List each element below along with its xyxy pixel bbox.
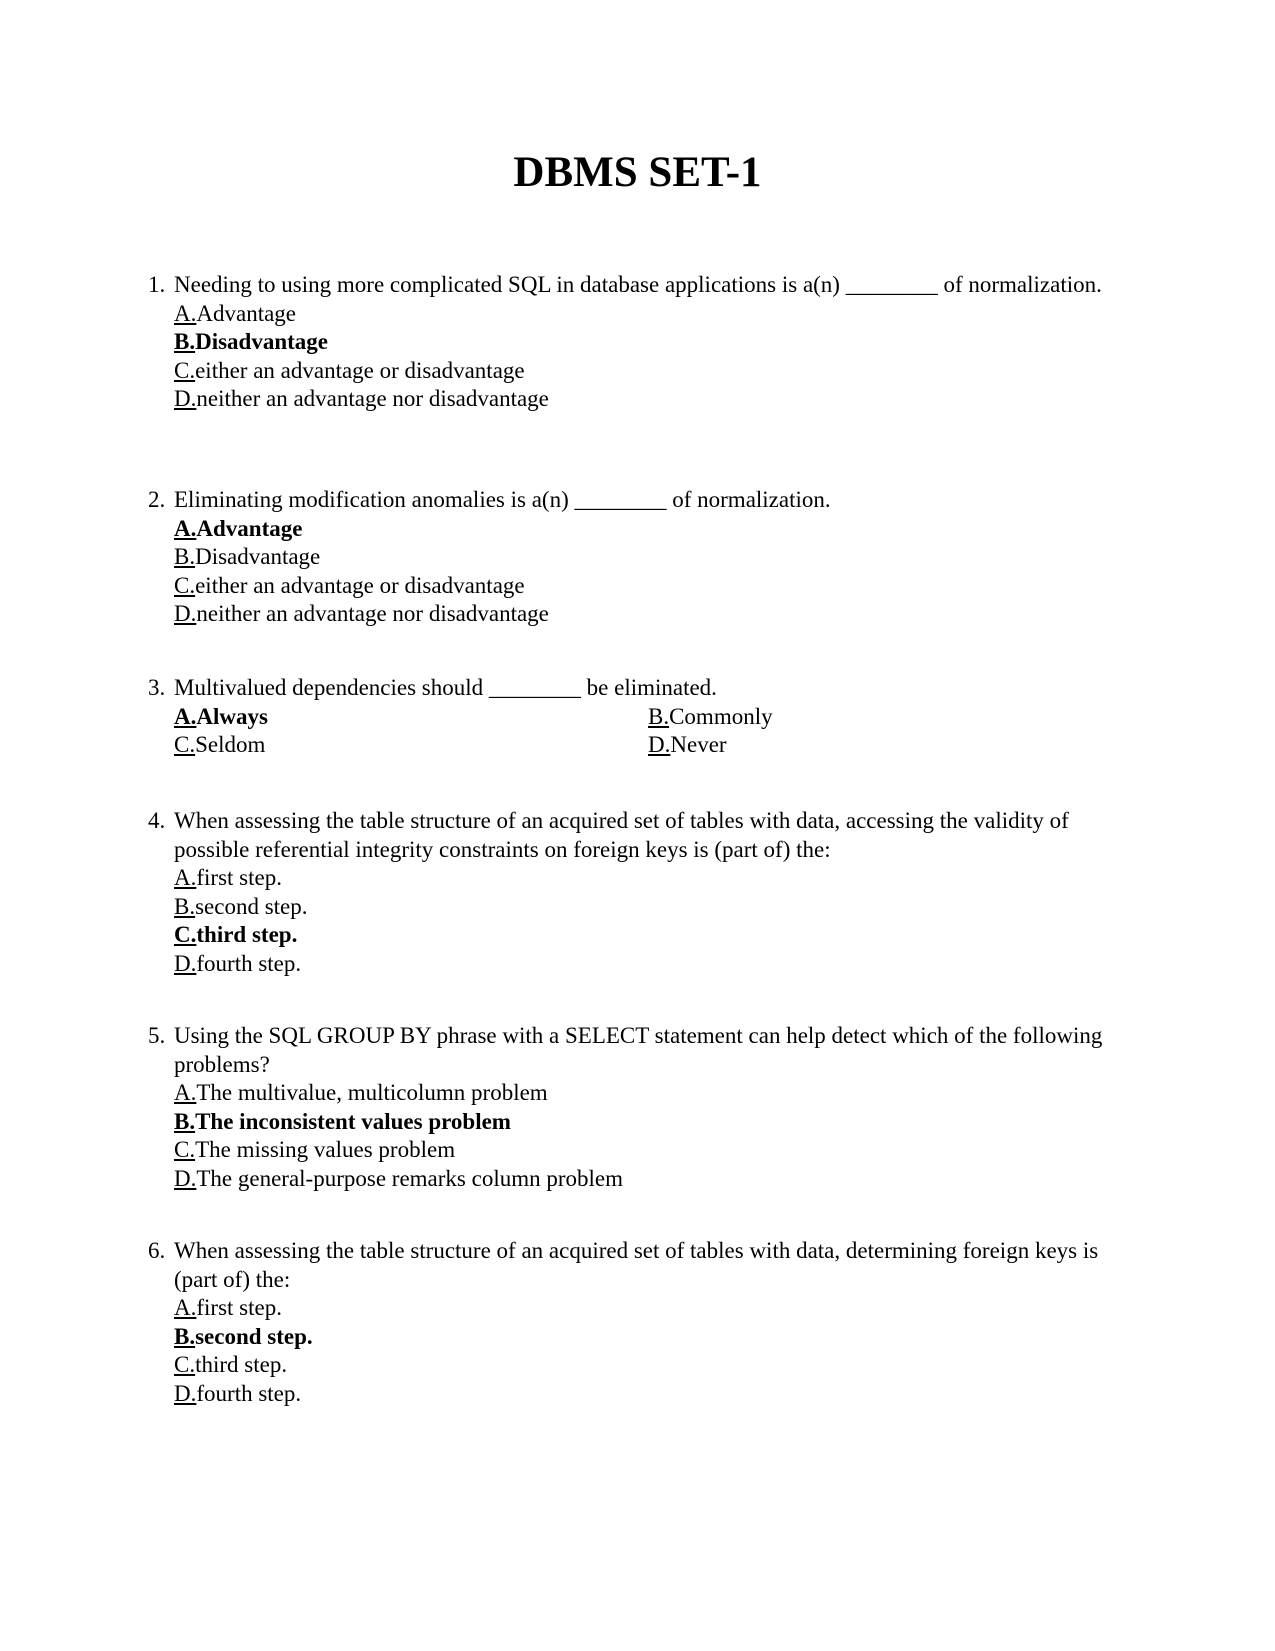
- option-letter: B.: [648, 703, 670, 729]
- option-letter: D.: [174, 601, 197, 626]
- question-text: Eliminating modification anomalies is a(n) ________ of normalization.: [174, 487, 831, 512]
- option-d: [174, 1380, 1275, 1409]
- option-letter: C.: [174, 357, 196, 383]
- option-text: The missing values problem: [195, 1137, 456, 1162]
- option-grid: [174, 703, 1275, 760]
- option-b-correct: [174, 1323, 1275, 1352]
- option-letter: A.: [174, 300, 197, 326]
- option-letter: B.: [174, 329, 196, 354]
- option-text: second step.: [195, 1323, 313, 1349]
- option-text: Advantage: [196, 300, 297, 326]
- question-number: 6.: [148, 1238, 166, 1263]
- option-text: either an advantage or disadvantage: [195, 357, 525, 383]
- option-letter: D.: [174, 386, 197, 411]
- option-b-correct: [174, 1108, 1275, 1137]
- option-letter: D.: [174, 1165, 197, 1191]
- option-text: third step.: [195, 1352, 288, 1377]
- question-6: [0, 1237, 1275, 1408]
- option-letter: B.: [174, 544, 196, 569]
- question-1: [0, 271, 1275, 414]
- question-text: When assessing the table structure of an acquired set of tables with data, determining foreign keys is (part of) the:: [174, 1238, 1099, 1292]
- option-text: Commonly: [669, 703, 773, 729]
- option-letter: A.: [174, 1295, 197, 1320]
- option-letter: C.: [174, 732, 196, 757]
- option-text: Disadvantage: [195, 544, 321, 569]
- option-letter: D.: [174, 1380, 197, 1406]
- question-text: When assessing the table structure of an acquired set of tables with data, accessing the validity of possible referential integrity constraints on foreign keys is (part of) the:: [174, 808, 1069, 862]
- question-4: [0, 807, 1275, 978]
- option-text: Seldom: [195, 732, 266, 757]
- question-2: [0, 486, 1275, 629]
- option-a: [174, 864, 1275, 893]
- question-text: Needing to using more complicated SQL in database applications is a(n) ________ of normalization.: [174, 272, 1102, 297]
- question-text: Using the SQL GROUP BY phrase with a SELECT statement can help detect which of the following problems?: [174, 1023, 1103, 1077]
- option-a-correct: [174, 703, 648, 732]
- option-b-correct: [174, 328, 1275, 357]
- option-text: second step.: [195, 893, 308, 919]
- option-text: The general-purpose remarks column problem: [196, 1165, 623, 1191]
- question-number: 1.: [148, 272, 166, 297]
- option-letter: D.: [174, 950, 197, 976]
- option-c: [174, 357, 1275, 386]
- option-text: Always: [196, 703, 268, 729]
- option-letter: A.: [174, 1080, 197, 1105]
- question-3: [0, 674, 1275, 760]
- question-number: 2.: [148, 487, 166, 512]
- option-a: [174, 300, 1275, 329]
- option-c: [174, 731, 648, 760]
- option-b: [648, 703, 948, 732]
- option-letter: C.: [174, 922, 197, 947]
- option-letter: A.: [174, 515, 197, 541]
- option-letter: A.: [174, 865, 197, 890]
- option-c: [174, 1136, 1275, 1165]
- option-text: first step.: [196, 865, 282, 890]
- option-text: Never: [670, 732, 727, 757]
- option-letter: C.: [174, 572, 196, 598]
- question-number: 5.: [148, 1023, 166, 1048]
- question-number: 4.: [148, 808, 166, 833]
- page-title: DBMS SET-1: [513, 149, 762, 196]
- option-text: fourth step.: [196, 950, 302, 976]
- option-d: [174, 950, 1275, 979]
- question-number: 3.: [148, 675, 166, 700]
- option-letter: B.: [174, 1323, 196, 1349]
- option-c-correct: [174, 921, 1275, 950]
- question-text: Multivalued dependencies should ________ be eliminated.: [174, 675, 717, 700]
- option-text: fourth step.: [196, 1380, 302, 1406]
- option-c: [174, 1351, 1275, 1380]
- option-a-correct: [174, 515, 1275, 544]
- option-d: [174, 1165, 1275, 1194]
- option-d: [174, 385, 1275, 414]
- option-text: The multivalue, multicolumn problem: [196, 1080, 548, 1105]
- option-text: Disadvantage: [195, 329, 328, 354]
- option-a: [174, 1079, 1275, 1108]
- option-d: [648, 731, 948, 760]
- option-text: first step.: [196, 1295, 282, 1320]
- option-c: [174, 572, 1275, 601]
- question-5: [0, 1022, 1275, 1193]
- option-text: third step.: [196, 922, 298, 947]
- option-letter: B.: [174, 893, 196, 919]
- option-b: [174, 893, 1275, 922]
- option-text: neither an advantage nor disadvantage: [196, 601, 549, 626]
- option-letter: A.: [174, 703, 197, 729]
- option-letter: C.: [174, 1137, 196, 1162]
- option-text: either an advantage or disadvantage: [195, 572, 525, 598]
- option-b: [174, 543, 1275, 572]
- option-text: neither an advantage nor disadvantage: [196, 386, 549, 411]
- option-letter: D.: [648, 732, 671, 757]
- option-text: The inconsistent values problem: [195, 1108, 511, 1134]
- option-letter: B.: [174, 1108, 196, 1134]
- option-text: Advantage: [196, 515, 303, 541]
- option-d: [174, 600, 1275, 629]
- option-a: [174, 1294, 1275, 1323]
- option-letter: C.: [174, 1352, 196, 1377]
